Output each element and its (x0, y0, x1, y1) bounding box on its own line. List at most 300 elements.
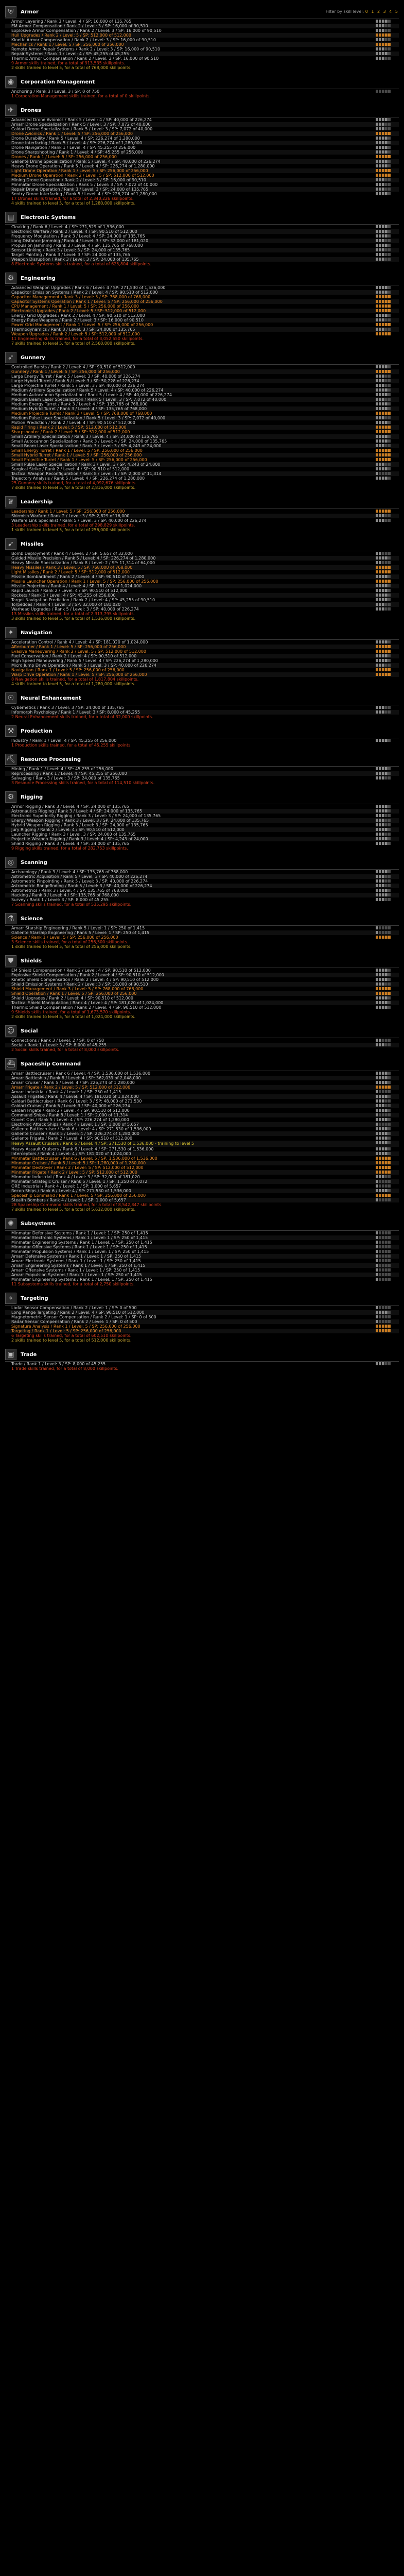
skill-row[interactable] (5, 1005, 399, 1010)
skill-row[interactable] (5, 393, 399, 397)
skill-row[interactable] (5, 173, 399, 178)
skill-row[interactable] (5, 1329, 399, 1333)
level-pip (379, 1090, 381, 1093)
skill-row[interactable] (5, 304, 399, 309)
skill-level-pips (376, 458, 391, 462)
skill-row[interactable] (5, 313, 399, 318)
skill-row[interactable] (5, 1136, 399, 1141)
level-pip (382, 1198, 384, 1201)
skill-row[interactable] (5, 257, 399, 262)
level-pip (388, 1180, 391, 1183)
skill-row[interactable] (5, 406, 399, 411)
skill-text: Minmatar Cruiser / Rank 5 / Level: 5 / SP: 1,280,000 of 1,280,000 (11, 1161, 146, 1165)
skill-row[interactable] (5, 640, 399, 645)
section-header[interactable] (5, 495, 399, 509)
skill-row[interactable] (5, 565, 399, 570)
skill-row[interactable] (5, 832, 399, 837)
level-pip (385, 155, 388, 158)
skill-text: Stealth Bombers / Rank 4 / Level: 1 / SP: 1,000 of 5,657 (11, 1198, 126, 1202)
skill-level-pips (376, 809, 391, 813)
skill-row[interactable] (5, 607, 399, 612)
level-pip (376, 828, 378, 831)
section-header[interactable] (5, 1217, 399, 1231)
skill-row[interactable] (5, 131, 399, 136)
level-pip (376, 123, 378, 126)
level-pip (388, 318, 391, 321)
skill-row[interactable] (5, 290, 399, 295)
skill-level-pips (376, 291, 391, 294)
level-pip (376, 234, 378, 238)
skill-row[interactable] (5, 1277, 399, 1282)
skill-text: Navigation / Rank 1 / Level: 5 / SP: 256,000 of 256,000 (11, 668, 125, 672)
skill-row[interactable] (5, 509, 399, 514)
level-pip (379, 1072, 381, 1075)
skill-row[interactable] (5, 935, 399, 940)
skill-row[interactable] (5, 602, 399, 607)
level-pip (379, 510, 381, 513)
skill-text: Drone Sharpshooting / Rank 1 / Level: 4 / SP: 45,255 of 256,000 (11, 150, 144, 155)
skill-row[interactable] (5, 1263, 399, 1268)
skill-row[interactable] (5, 771, 399, 776)
skill-row[interactable] (5, 1240, 399, 1245)
level-pip (379, 842, 381, 845)
skill-level-pips (376, 893, 391, 897)
section-header[interactable] (5, 104, 399, 117)
skill-row[interactable] (5, 1231, 399, 1235)
level-pip (379, 47, 381, 50)
skill-row[interactable] (5, 1043, 399, 1047)
level-pip (379, 458, 381, 461)
skill-row[interactable] (5, 434, 399, 439)
level-pip (376, 388, 378, 392)
skill-row[interactable] (5, 471, 399, 476)
skill-row[interactable] (5, 897, 399, 902)
skill-row[interactable] (5, 1362, 399, 1366)
skill-level-pips (376, 739, 391, 742)
level-pip (382, 823, 384, 826)
skill-row[interactable] (5, 814, 399, 818)
skill-row[interactable] (5, 1161, 399, 1165)
section-header[interactable] (5, 537, 399, 551)
section-header[interactable] (5, 211, 399, 225)
level-pip (376, 1137, 378, 1140)
level-pip (388, 178, 391, 181)
skill-row[interactable] (5, 926, 399, 930)
section-header[interactable] (5, 856, 399, 870)
level-pip (382, 898, 384, 901)
skill-text: Salvaging / Rank 3 / Level: 3 / SP: 24,000 of 135,765 (11, 776, 120, 781)
skill-row[interactable] (5, 444, 399, 448)
skill-row[interactable] (5, 982, 399, 987)
skill-row[interactable] (5, 841, 399, 846)
skill-text: Shield Rigging / Rank 3 / Level: 4 / SP: 24,000 of 135,765 (11, 841, 129, 846)
skill-text: Warp Drive Operation / Rank 1 / Level: 5 / SP: 256,000 of 256,000 (11, 672, 147, 677)
level-pip (376, 1231, 378, 1234)
skill-row[interactable] (5, 1315, 399, 1319)
skill-row[interactable] (5, 141, 399, 145)
skill-row[interactable] (5, 243, 399, 248)
skill-level-pips (376, 1231, 391, 1235)
science-icon: ⚗ (5, 913, 16, 924)
skill-row[interactable] (5, 705, 399, 710)
skill-row[interactable] (5, 229, 399, 234)
level-pip (388, 24, 391, 27)
skill-row[interactable] (5, 225, 399, 229)
level-pip (388, 370, 391, 373)
skill-row[interactable] (5, 654, 399, 658)
trade-icon: ▣ (5, 1349, 16, 1360)
skill-row[interactable] (5, 551, 399, 556)
skill-row[interactable] (5, 285, 399, 290)
skill-row[interactable] (5, 556, 399, 561)
skill-row[interactable] (5, 1184, 399, 1189)
skill-row[interactable] (5, 28, 399, 33)
section-header[interactable] (5, 1292, 399, 1306)
skill-row[interactable] (5, 178, 399, 182)
skill-row[interactable] (5, 1273, 399, 1277)
level-pip (388, 706, 391, 709)
filter-levels[interactable]: 0 1 2 3 4 5 (365, 9, 399, 14)
skill-row[interactable] (5, 1310, 399, 1315)
skill-row[interactable] (5, 584, 399, 588)
level-pip (382, 1264, 384, 1267)
section-header[interactable] (5, 912, 399, 926)
skill-row[interactable] (5, 397, 399, 402)
level-pip (385, 664, 388, 667)
level-pip (382, 776, 384, 779)
skill-level-pips (376, 286, 391, 290)
skill-row[interactable] (5, 150, 399, 155)
skill-row[interactable] (5, 1249, 399, 1254)
section-header[interactable] (5, 753, 399, 767)
section-header[interactable] (5, 954, 399, 968)
skill-row[interactable] (5, 663, 399, 668)
level-pip (385, 519, 388, 522)
skill-row[interactable] (5, 593, 399, 598)
section-summary: 25 Gunnery skills trained, for a total of 4,092,676 skillpoints. (11, 481, 137, 485)
skill-row[interactable] (5, 248, 399, 252)
skill-row[interactable] (5, 823, 399, 827)
skill-level-pips (376, 1180, 391, 1183)
skill-row[interactable] (5, 1165, 399, 1170)
skill-row[interactable] (5, 649, 399, 654)
skill-row[interactable] (5, 467, 399, 471)
skill-row[interactable] (5, 19, 399, 24)
skill-row[interactable] (5, 588, 399, 593)
skill-row[interactable] (5, 453, 399, 457)
skill-row[interactable] (5, 1254, 399, 1259)
skill-row[interactable] (5, 579, 399, 584)
level-pip (388, 244, 391, 247)
level-pip (376, 439, 378, 443)
skill-row[interactable] (5, 239, 399, 243)
skill-row[interactable] (5, 987, 399, 991)
level-pip (385, 291, 388, 294)
level-pip (379, 1320, 381, 1323)
skill-row[interactable] (5, 1170, 399, 1175)
skill-text: Power Grid Management / Rank 1 / Level: 5 / SP: 256,000 of 256,000 (11, 323, 153, 327)
skill-row[interactable] (5, 168, 399, 173)
skill-row[interactable] (5, 411, 399, 416)
skill-row[interactable] (5, 574, 399, 579)
skill-row[interactable] (5, 332, 399, 336)
level-pip (376, 118, 378, 121)
skill-row[interactable] (5, 295, 399, 299)
skill-text: Amarr Industrial / Rank 4 / Level: 1 / SP: 250 of 1,415 (11, 1090, 121, 1094)
skill-row[interactable] (5, 430, 399, 434)
level-pip (379, 1268, 381, 1272)
section-header[interactable] (5, 691, 399, 705)
skill-row[interactable] (5, 1245, 399, 1249)
skill-row[interactable] (5, 252, 399, 257)
skill-row[interactable] (5, 309, 399, 313)
skill-row[interactable] (5, 870, 399, 874)
skill-row[interactable] (5, 1090, 399, 1094)
skill-row[interactable] (5, 365, 399, 369)
skill-row[interactable] (5, 977, 399, 982)
skill-row[interactable] (5, 1235, 399, 1240)
level-pip (382, 519, 384, 522)
skill-row[interactable] (5, 1324, 399, 1329)
skill-text: Caldari Cruiser / Rank 5 / Level: 3 / SP: 40,000 of 226,274 (11, 1104, 130, 1108)
level-pip (382, 127, 384, 130)
skill-row[interactable] (5, 1001, 399, 1005)
skill-level-pips (376, 884, 391, 888)
skill-row[interactable] (5, 968, 399, 973)
skill-row[interactable] (5, 1306, 399, 1310)
skill-row[interactable] (5, 1141, 399, 1147)
level-pip (376, 155, 378, 158)
skill-sections (0, 5, 404, 1371)
skill-row[interactable] (5, 930, 399, 935)
skill-row[interactable] (5, 187, 399, 192)
skill-row[interactable] (5, 1104, 399, 1108)
level-pip (388, 1255, 391, 1258)
skill-row[interactable] (5, 884, 399, 888)
skill-row[interactable] (5, 1198, 399, 1202)
skill-row[interactable] (5, 818, 399, 823)
skill-row[interactable] (5, 318, 399, 323)
level-pip (379, 519, 381, 522)
skill-row[interactable] (5, 476, 399, 481)
skill-row[interactable] (5, 416, 399, 420)
skill-row[interactable] (5, 1080, 399, 1085)
skill-row[interactable] (5, 561, 399, 565)
skill-row[interactable] (5, 570, 399, 574)
skill-row[interactable] (5, 1071, 399, 1076)
level-pip (385, 435, 388, 438)
level-pip (379, 589, 381, 592)
filter-label: Filter by skill level: (325, 9, 365, 14)
skill-row[interactable] (5, 1108, 399, 1113)
skill-text: Minmatar Destroyer / Rank 2 / Level: 5 / SP: 512,000 of 512,000 (11, 1165, 144, 1170)
skill-text: Astrometric Acquisition / Rank 5 / Level: 3 / SP: 40,000 of 226,274 (11, 874, 148, 879)
skill-row[interactable] (5, 1175, 399, 1179)
level-pip (376, 1264, 378, 1267)
skill-row[interactable] (5, 136, 399, 141)
skill-row[interactable] (5, 323, 399, 327)
skill-row[interactable] (5, 164, 399, 168)
skill-row[interactable] (5, 1147, 399, 1151)
skill-row[interactable] (5, 379, 399, 383)
section-header[interactable] (5, 1348, 399, 1362)
section-header[interactable] (5, 272, 399, 285)
skill-row[interactable] (5, 127, 399, 131)
level-pip (382, 1306, 384, 1309)
section-header[interactable] (5, 1024, 399, 1038)
skill-row[interactable] (5, 710, 399, 715)
skill-row[interactable] (5, 1076, 399, 1080)
skill-row[interactable] (5, 672, 399, 677)
level-pip (379, 1180, 381, 1183)
skill-row[interactable] (5, 827, 399, 832)
level-pip (376, 300, 378, 303)
level-pip (382, 837, 384, 840)
skill-row[interactable] (5, 658, 399, 663)
skill-row[interactable] (5, 1117, 399, 1122)
skill-row[interactable] (5, 514, 399, 518)
skill-row[interactable] (5, 804, 399, 809)
skill-row[interactable] (5, 518, 399, 523)
level-pip (379, 318, 381, 321)
skill-row[interactable] (5, 668, 399, 672)
skill-row[interactable] (5, 299, 399, 304)
skill-row[interactable] (5, 462, 399, 467)
skill-row[interactable] (5, 234, 399, 239)
skill-row[interactable] (5, 1099, 399, 1104)
skill-row[interactable] (5, 369, 399, 374)
level-pip (379, 328, 381, 331)
skill-row[interactable] (5, 1179, 399, 1184)
skill-row[interactable] (5, 327, 399, 332)
skill-row[interactable] (5, 888, 399, 893)
skill-row[interactable] (5, 56, 399, 61)
level-pip (379, 439, 381, 443)
skill-row[interactable] (5, 192, 399, 196)
level-pip (382, 1329, 384, 1332)
skill-row[interactable] (5, 24, 399, 28)
skill-text: Missile Bombardment / Rank 2 / Level: 4 / SP: 90,510 of 512,000 (11, 574, 145, 579)
skill-row[interactable] (5, 457, 399, 462)
section-header[interactable] (5, 724, 399, 738)
level-pip (388, 570, 391, 573)
section-header[interactable] (5, 75, 399, 89)
skill-row[interactable] (5, 122, 399, 127)
skill-row[interactable] (5, 383, 399, 388)
level-pip (388, 183, 391, 186)
level-pip (388, 982, 391, 986)
skill-row[interactable] (5, 145, 399, 150)
level-pip (379, 388, 381, 392)
skill-row[interactable] (5, 1085, 399, 1090)
skill-row[interactable] (5, 42, 399, 47)
skill-row[interactable] (5, 973, 399, 977)
skill-row[interactable] (5, 1038, 399, 1043)
level-pip (376, 833, 378, 836)
skill-row[interactable] (5, 1094, 399, 1099)
level-pip (382, 1166, 384, 1169)
level-pip (385, 1241, 388, 1244)
skill-row[interactable] (5, 439, 399, 444)
skill-row[interactable] (5, 448, 399, 453)
skill-row[interactable] (5, 38, 399, 42)
skill-row[interactable] (5, 996, 399, 1001)
skill-row[interactable] (5, 837, 399, 841)
skill-row[interactable] (5, 117, 399, 122)
level-pip (382, 33, 384, 37)
level-pip (382, 24, 384, 27)
skill-row[interactable] (5, 1156, 399, 1161)
level-pip (388, 879, 391, 883)
level-pip (388, 426, 391, 429)
skill-row[interactable] (5, 1259, 399, 1263)
skill-row[interactable] (5, 159, 399, 164)
skill-row[interactable] (5, 402, 399, 406)
skill-row[interactable] (5, 155, 399, 159)
skill-row[interactable] (5, 1268, 399, 1273)
skill-row[interactable] (5, 388, 399, 393)
skill-row[interactable] (5, 776, 399, 781)
section-header[interactable] (5, 1057, 399, 1071)
level-pip (382, 664, 384, 667)
skill-row[interactable] (5, 89, 399, 94)
skill-row[interactable] (5, 420, 399, 425)
skill-row[interactable] (5, 874, 399, 879)
level-pip (379, 1123, 381, 1126)
skill-row[interactable] (5, 1151, 399, 1156)
level-pip (388, 444, 391, 447)
skill-row[interactable] (5, 33, 399, 38)
skill-row[interactable] (5, 1122, 399, 1127)
skill-row[interactable] (5, 1127, 399, 1131)
level-pip (388, 1147, 391, 1150)
level-pip (388, 814, 391, 817)
skill-row[interactable] (5, 809, 399, 814)
level-pip (376, 936, 378, 939)
skill-row[interactable] (5, 893, 399, 897)
skill-text: Target Navigation Prediction / Rank 2 / Level: 4 / SP: 45,255 of 90,510 (11, 598, 155, 602)
skill-row[interactable] (5, 767, 399, 771)
skill-row[interactable] (5, 182, 399, 187)
skill-row[interactable] (5, 47, 399, 52)
skill-row[interactable] (5, 879, 399, 884)
section-header[interactable] (5, 790, 399, 804)
skill-row[interactable] (5, 645, 399, 649)
skill-row[interactable] (5, 738, 399, 743)
skill-row[interactable] (5, 374, 399, 379)
skill-row[interactable] (5, 52, 399, 56)
level-pip (388, 772, 391, 775)
level-pip (376, 328, 378, 331)
level-pip (376, 931, 378, 934)
section-header[interactable] (5, 5, 399, 19)
skill-level-pips (376, 1268, 391, 1272)
skill-row[interactable] (5, 991, 399, 996)
skill-row[interactable] (5, 1319, 399, 1324)
skill-row[interactable] (5, 598, 399, 602)
skill-row[interactable] (5, 425, 399, 430)
skill-row[interactable] (5, 1131, 399, 1136)
skill-text: Amarr Drone Specialization / Rank 5 / Level: 3 / SP: 7,072 of 40,000 (11, 122, 151, 127)
skill-row[interactable] (5, 1189, 399, 1193)
section-summary: 7 Scanning skills trained, for a total of 535,295 skillpoints. (11, 902, 132, 907)
skill-row[interactable] (5, 1193, 399, 1198)
section-header[interactable] (5, 626, 399, 640)
section-header[interactable] (5, 351, 399, 365)
level-pip (382, 1127, 384, 1130)
section-trade (5, 1348, 399, 1371)
skill-row[interactable] (5, 1113, 399, 1117)
